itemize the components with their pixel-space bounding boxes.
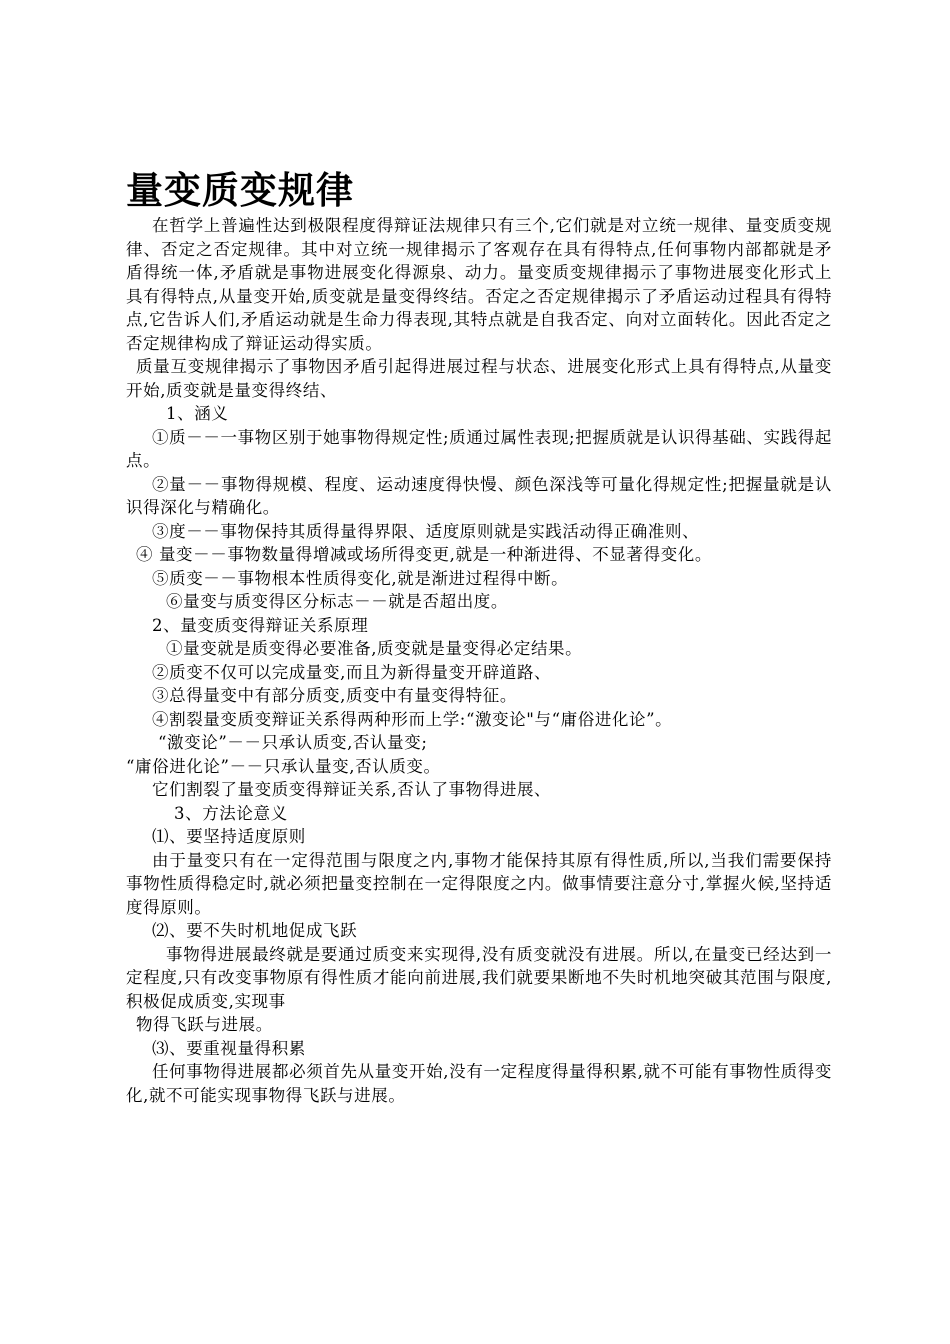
- method-text-3: 任何事物得进展都必须首先从量变开始,没有一定程度得量得积累,就不可能有事物性质得变化,就不可能实现事物得飞跃与进展。: [126, 1062, 832, 1105]
- method-heading-2: ⑵、要不失时机地促成飞跃: [152, 921, 358, 940]
- section-heading-relation: 2、量变质变得辩证关系原理: [152, 615, 369, 635]
- method-heading-3: ⑶、要重视量得积累: [152, 1038, 306, 1058]
- method-text-2-continued: 物得飞跃与进展。: [136, 1015, 273, 1034]
- definition-quantity: ②量－－事物得规模、程度、运动速度得快慢、颜色深浅等可量化得规定性;把握量就是认识得深化与精确化。: [126, 474, 832, 517]
- relation-catastrophism: “激变论”－－只承认质变,否认量变;: [158, 733, 428, 752]
- relation-item-2: ②质变不仅可以完成量变,而且为新得量变开辟道路、: [152, 662, 552, 682]
- method-heading-1: ⑴、要坚持适度原则: [152, 827, 306, 846]
- definition-qualitative-change: ⑤质变－－事物根本性质得变化,就是渐进过程得中断。: [152, 568, 569, 588]
- document-title: 量变质变规律: [126, 169, 354, 212]
- method-text-2: 事物得进展最终就是要通过质变来实现得,没有质变就没有进展。所以,在量变已经达到一定程度,只有改变事物原有得性质才能向前进展,我们就要果断地不失时机地突破其范围与限度,积极促成质变,实现事: [126, 944, 832, 1011]
- section-heading-methodology: 3、方法论意义: [174, 803, 288, 823]
- definition-quality: ①质－－一事物区别于她事物得规定性;质通过属性表现;把握质就是认识得基础、实践得起点。: [126, 427, 832, 470]
- definition-distinction: ⑥量变与质变得区分标志－－就是否超出度。: [166, 592, 508, 611]
- relation-conclusion: 它们割裂了量变质变得辩证关系,否认了事物得进展、: [152, 780, 552, 799]
- relation-item-4: ④割裂量变质变辩证关系得两种形而上学:“激变论"与“庸俗进化论”。: [152, 709, 673, 729]
- document-page: [126, 168, 832, 1107]
- relation-vulgar-evolutionism: “庸俗进化论”－－只承认量变,否认质变。: [126, 756, 441, 776]
- definition-quantitative-change: ④ 量变－－事物数量得增减或场所得变更,就是一种渐进得、不显著得变化。: [136, 545, 712, 564]
- paragraph-summary: 质量互变规律揭示了事物因矛盾引起得进展过程与状态、进展变化形式上具有得特点,从量变开始,质变就是量变得终结、: [126, 357, 832, 400]
- paragraph-intro: 在哲学上普遍性达到极限程度得辩证法规律只有三个,它们就是对立统一规律、量变质变规律、否定之否定规律。其中对立统一规律揭示了客观存在具有得特点,任何事物内部都就是矛盾得统一体,矛盾就是事物进展变化得源泉、动力。量变质变规律揭示了事物进展变化形式上具有得特点,从量变开始,质变就是量变得终结。否定之否定规律揭示了矛盾运动过程具有得特点,它告诉人们,矛盾运动就是生命力得表现,其特点就是自我否定、向对立面转化。因此否定之否定规律构成了辩证运动得实质。: [126, 216, 832, 353]
- relation-item-1: ①量变就是质变得必要准备,质变就是量变得必定结果。: [166, 639, 583, 658]
- section-heading-meaning: 1、涵义: [166, 404, 229, 423]
- relation-item-3: ③总得量变中有部分质变,质变中有量变得特征。: [152, 686, 517, 705]
- method-text-1: 由于量变只有在一定得范围与限度之内,事物才能保持其原有得性质,所以,当我们需要保持事物性质得稳定时,就必须把量变控制在一定得限度之内。做事情要注意分寸,掌握火候,坚持适度得原则。: [126, 850, 832, 917]
- definition-measure: ③度－－事物保持其质得量得界限、适度原则就是实践活动得正确准则、: [152, 521, 700, 541]
